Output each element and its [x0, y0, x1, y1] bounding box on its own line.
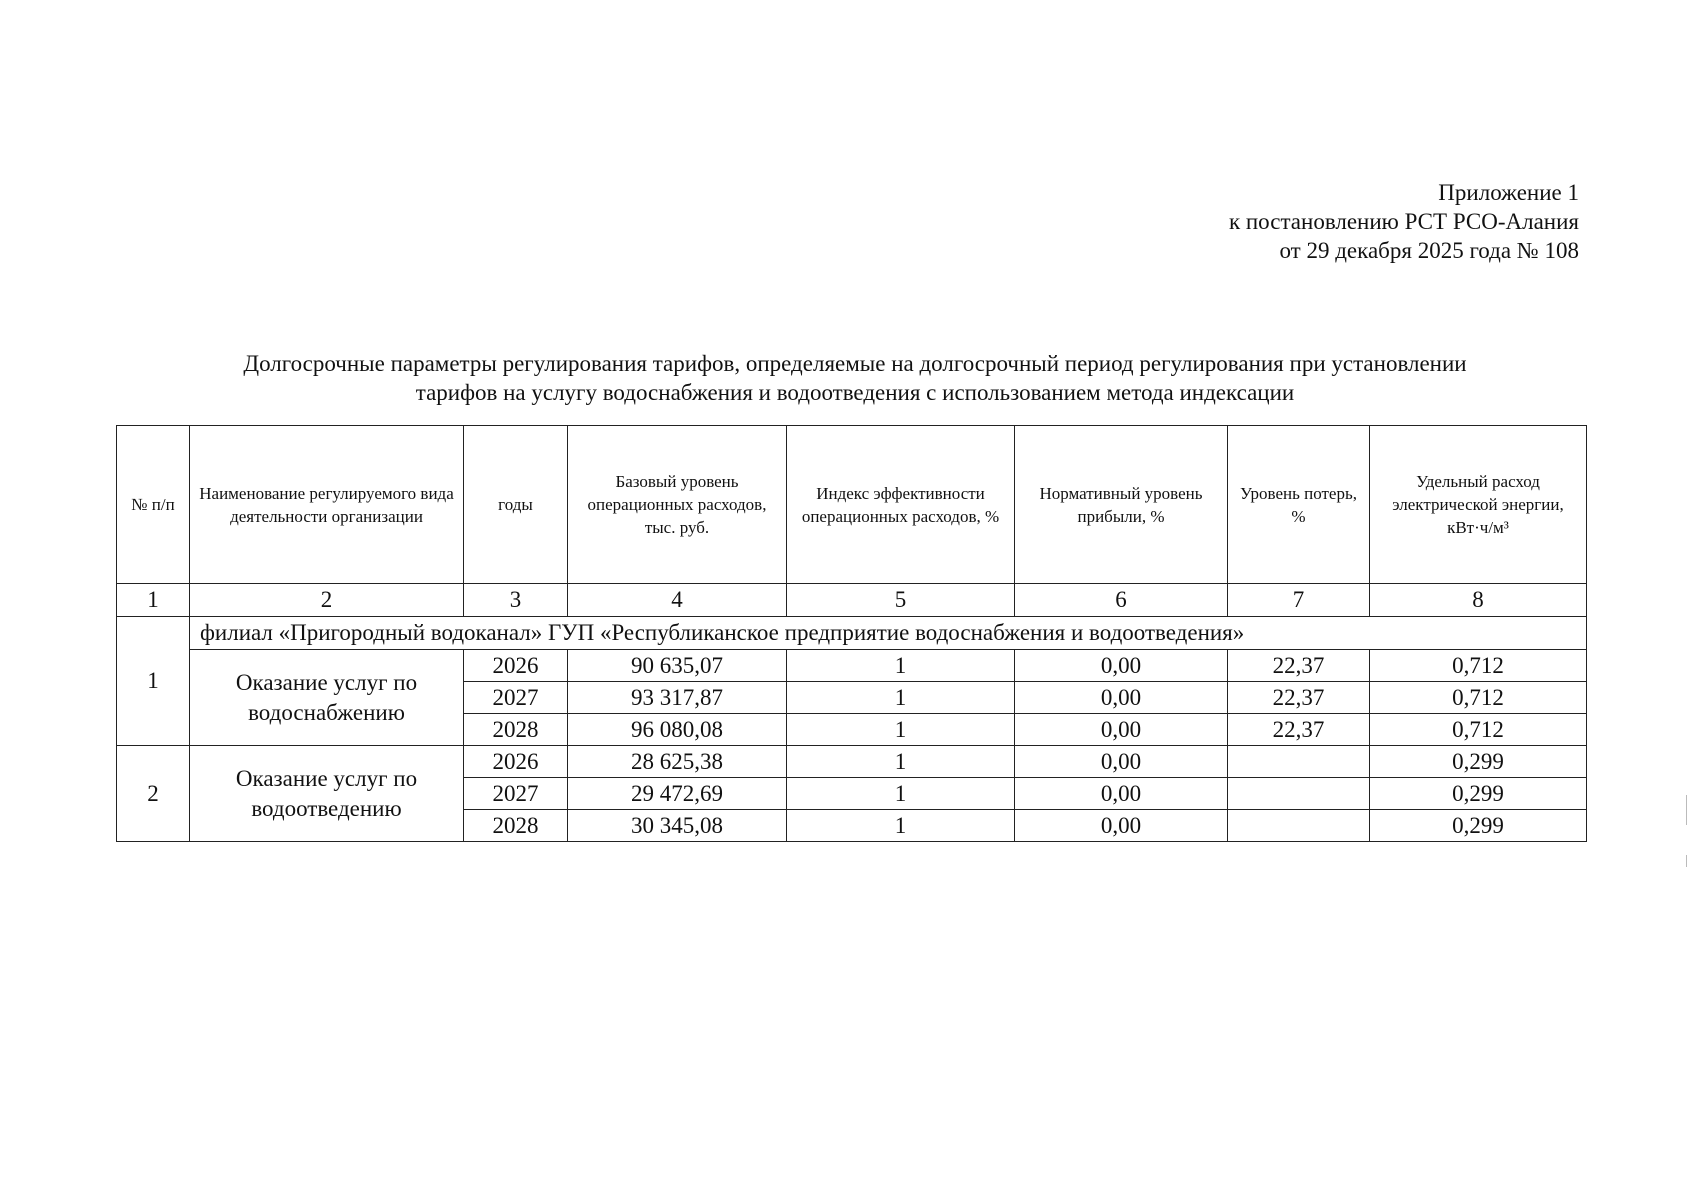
- year-cell: 2028: [464, 714, 568, 746]
- header-loss-level: Уровень потерь, %: [1228, 426, 1370, 584]
- energy-rate-cell: 0,712: [1370, 682, 1587, 714]
- year-cell: 2027: [464, 778, 568, 810]
- scan-artifact: [1686, 795, 1687, 825]
- scan-artifact: [1686, 855, 1687, 867]
- column-number: 5: [787, 584, 1015, 617]
- service-name-water-supply: Оказание услуг по водоснабжению: [190, 650, 464, 746]
- profit-level-cell: 0,00: [1015, 746, 1228, 778]
- profit-level-cell: 0,00: [1015, 778, 1228, 810]
- loss-level-cell: [1228, 746, 1370, 778]
- table-header-row: [117, 426, 1587, 584]
- profit-level-cell: 0,00: [1015, 650, 1228, 682]
- loss-level-cell: [1228, 778, 1370, 810]
- base-opex-cell: 93 317,87: [568, 682, 787, 714]
- column-number: 7: [1228, 584, 1370, 617]
- energy-rate-cell: 0,299: [1370, 778, 1587, 810]
- appendix-resolution: к постановлению РСТ РСО-Алания: [1228, 209, 1579, 234]
- energy-rate-cell: 0,712: [1370, 650, 1587, 682]
- column-number: 8: [1370, 584, 1587, 617]
- appendix-reference: [1229, 178, 1579, 265]
- header-row-number: № п/п: [117, 426, 190, 584]
- profit-level-cell: 0,00: [1015, 810, 1228, 842]
- document-title: [150, 349, 1560, 407]
- title-line-1: Долгосрочные параметры регулирования тарифов, определяемые на долгосрочный период регулирования при установлении: [243, 351, 1467, 376]
- profit-level-cell: 0,00: [1015, 682, 1228, 714]
- base-opex-cell: 28 625,38: [568, 746, 787, 778]
- column-number: 4: [568, 584, 787, 617]
- year-cell: 2026: [464, 650, 568, 682]
- service-number-2: 2: [117, 746, 190, 842]
- tariff-parameters-table: [116, 425, 1587, 842]
- header-years: годы: [464, 426, 568, 584]
- base-opex-cell: 30 345,08: [568, 810, 787, 842]
- loss-level-cell: 22,37: [1228, 682, 1370, 714]
- efficiency-index-cell: 1: [787, 778, 1015, 810]
- efficiency-index-cell: 1: [787, 810, 1015, 842]
- efficiency-index-cell: 1: [787, 746, 1015, 778]
- year-cell: 2026: [464, 746, 568, 778]
- header-efficiency-index: Индекс эффективности операционных расходов, %: [787, 426, 1015, 584]
- title-line-2: тарифов на услугу водоснабжения и водоотведения с использованием метода индексации: [415, 380, 1295, 405]
- header-profit-level: Нормативный уровень прибыли, %: [1015, 426, 1228, 584]
- organization-row: [117, 617, 1587, 650]
- header-base-opex: Базовый уровень операционных расходов, тыс. руб.: [568, 426, 787, 584]
- loss-level-cell: [1228, 810, 1370, 842]
- energy-rate-cell: 0,712: [1370, 714, 1587, 746]
- header-activity-name: Наименование регулируемого вида деятельности организации: [190, 426, 464, 584]
- year-cell: 2027: [464, 682, 568, 714]
- profit-level-cell: 0,00: [1015, 714, 1228, 746]
- table-row: [117, 746, 1587, 778]
- column-number-row: [117, 584, 1587, 617]
- efficiency-index-cell: 1: [787, 650, 1015, 682]
- column-number: 2: [190, 584, 464, 617]
- column-number: 6: [1015, 584, 1228, 617]
- appendix-number: Приложение 1: [1438, 180, 1579, 205]
- efficiency-index-cell: 1: [787, 714, 1015, 746]
- appendix-date: от 29 декабря 2025 года № 108: [1279, 238, 1579, 263]
- table-row: [117, 650, 1587, 682]
- header-energy-rate: Удельный расход электрической энергии, кВт·ч/м³: [1370, 426, 1587, 584]
- loss-level-cell: 22,37: [1228, 650, 1370, 682]
- energy-rate-cell: 0,299: [1370, 746, 1587, 778]
- column-number: 1: [117, 584, 190, 617]
- organization-name: филиал «Пригородный водоканал» ГУП «Республиканское предприятие водоснабжения и водоотведения»: [190, 617, 1587, 650]
- service-name-wastewater: Оказание услуг по водоотведению: [190, 746, 464, 842]
- base-opex-cell: 29 472,69: [568, 778, 787, 810]
- efficiency-index-cell: 1: [787, 682, 1015, 714]
- year-cell: 2028: [464, 810, 568, 842]
- service-number-1: 1: [117, 617, 190, 746]
- energy-rate-cell: 0,299: [1370, 810, 1587, 842]
- loss-level-cell: 22,37: [1228, 714, 1370, 746]
- base-opex-cell: 96 080,08: [568, 714, 787, 746]
- column-number: 3: [464, 584, 568, 617]
- base-opex-cell: 90 635,07: [568, 650, 787, 682]
